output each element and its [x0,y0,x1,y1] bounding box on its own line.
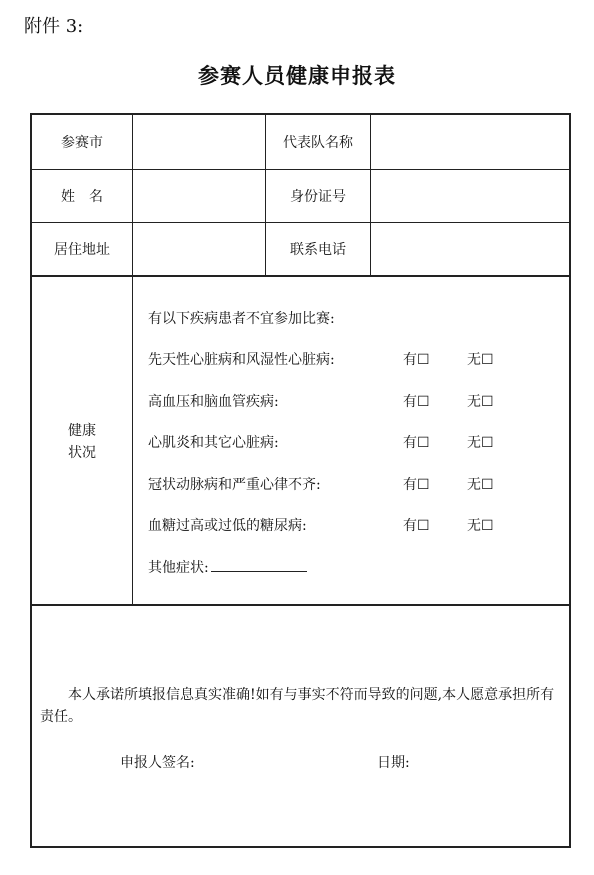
no-checkbox[interactable]: 无☐ [467,435,494,451]
no-checkbox[interactable]: 无☐ [467,477,494,493]
no-checkbox[interactable]: 无☐ [467,352,494,368]
no-checkbox[interactable]: 无☐ [467,394,494,410]
attachment-label: 附件 3: [24,16,84,37]
phone-field[interactable] [371,223,569,275]
section-divider [32,604,569,606]
team-label: 代表队名称 [283,135,353,151]
health-declaration-form [30,113,571,848]
other-symptoms [148,557,307,577]
signature-label: 申报人签名: [120,755,195,771]
no-checkbox[interactable]: 无☐ [467,518,494,534]
condition-label: 心肌炎和其它心脏病: [148,435,279,451]
yes-checkbox[interactable]: 有☐ [403,518,430,534]
condition-label: 血糖过高或过低的糖尿病: [148,518,307,534]
name-field[interactable] [133,170,265,222]
condition-label: 冠状动脉病和严重心律不齐: [148,477,321,493]
section-divider [32,275,569,277]
address-label: 居住地址 [54,242,110,258]
date-label: 日期: [377,755,410,771]
health-intro: 有以下疾病患者不宜参加比赛: [148,311,335,327]
name-label: 姓 名 [61,189,103,205]
condition-label: 先天性心脏病和风湿性心脏病: [148,352,335,368]
id-label: 身份证号 [290,189,346,205]
condition-label: 高血压和脑血管疾病: [148,394,279,410]
yes-checkbox[interactable]: 有☐ [403,477,430,493]
other-symptoms-label: 其他症状: [148,560,209,576]
phone-label: 联系电话 [290,242,346,258]
city-field[interactable] [133,115,265,169]
city-label: 参赛市 [61,135,103,151]
health-label-line2: 状况 [68,445,96,461]
form-title: 参赛人员健康申报表 [198,63,396,88]
yes-checkbox[interactable]: 有☐ [403,352,430,368]
health-label-line1: 健康 [68,423,96,439]
yes-checkbox[interactable]: 有☐ [403,435,430,451]
address-field[interactable] [133,223,265,275]
yes-checkbox[interactable]: 有☐ [403,394,430,410]
pledge-text: 本人承诺所填报信息真实准确!如有与事实不符而导致的问题,本人愿意承担所有责任。 [40,687,555,725]
id-field[interactable] [371,170,569,222]
team-field[interactable] [371,115,569,169]
health-status-label [32,420,132,464]
other-symptoms-field[interactable] [211,557,307,572]
